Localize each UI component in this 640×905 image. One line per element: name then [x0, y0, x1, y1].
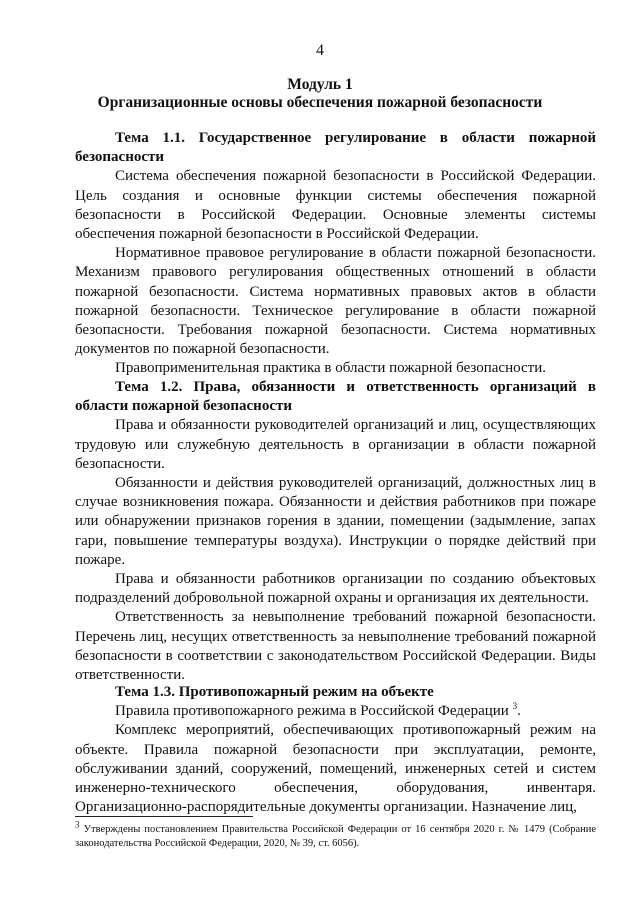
paragraph: Права и обязанности руководителей организаций и лиц, осуществляющих трудовую или служебную деятельность в организации в области пожарной безопасности.	[75, 417, 596, 472]
paragraph: Правоприменительная практика в области пожарной безопасности.	[115, 360, 546, 377]
module-subtitle: Организационные основы обеспечения пожарной безопасности	[97, 94, 543, 111]
footnote-marker: 3	[75, 819, 80, 830]
footnote-divider	[75, 816, 253, 817]
topic-heading: Тема 1.3. Противопожарный режим на объекте	[115, 684, 434, 700]
footnote	[75, 819, 596, 851]
topic-1-3-section	[75, 683, 596, 817]
paragraph: Нормативное правовое регулирование в области пожарной безопасности. Механизм правового регулирования общественных отношений в области пожарной безопасности. Система нормативных правовых актов в области пожарной безопасности. Техническое регулирование в области пожарной безопасности. Требования пожарной безопасности. Система нормативных документов по пожарной безопасности.	[75, 245, 596, 358]
footnote-reference[interactable]: 3	[512, 701, 518, 712]
page-number: 4	[316, 42, 324, 59]
topic-1-2-section	[75, 378, 596, 685]
paragraph: Комплекс мероприятий, обеспечивающих противопожарный режим на объекте. Правила пожарной безопасности при эксплуатации, ремонте, обслуживании зданий, сооружений, помещений, инженерных сетей и систем инженерно-технического обеспечения, оборудования, инвентаря. Организационно-распорядительные документы организации. Назначение лиц,	[75, 722, 596, 816]
paragraph: Ответственность за невыполнение требований пожарной безопасности. Перечень лиц, несущих ответственность за невыполнение требований пожарной безопасности в соответствии с законодательством Российской Федерации. Виды ответственности.	[75, 609, 596, 684]
paragraph: Права и обязанности работников организации по созданию объектовых подразделений добровольной пожарной охраны и организация их деятельности.	[75, 571, 596, 607]
paragraph-text: Правила противопожарного режима в Российской Федерации	[115, 703, 509, 720]
paragraph: Обязанности и действия руководителей организаций, должностных лиц в случае возникновения пожара. Обязанности и действия работников при пожаре или обнаружении признаков горения в здании, помещении (задымление, запах гари, повышение температуры воздуха). Инструкции о порядке действий при пожаре.	[75, 475, 596, 568]
paragraph: Система обеспечения пожарной безопасности в Российской Федерации. Цель создания и основные функции системы обеспечения пожарной безопасности в Российской Федерации. Основные элементы системы обеспечения пожарной безопасности в Российской Федерации.	[75, 168, 596, 243]
topic-heading: Тема 1.1. Государственное регулирование в области пожарной безопасности	[75, 130, 596, 166]
topic-1-1-section	[75, 129, 596, 379]
paragraph-with-footnote-ref: Правила противопожарного режима в Российской Федерации $^3$.	[115, 701, 521, 720]
module-title: Модуль 1	[287, 76, 353, 93]
topic-heading: Тема 1.2. Права, обязанности и ответственность организаций в области пожарной безопасности	[75, 379, 596, 415]
footnote-text: Утверждены постановлением Правительства Российской Федерации от 16 сентября 2020 г. № 1479 (Собрание законодательства Российской Федерации, 2020, № 39, ст. 6056).	[75, 824, 596, 849]
